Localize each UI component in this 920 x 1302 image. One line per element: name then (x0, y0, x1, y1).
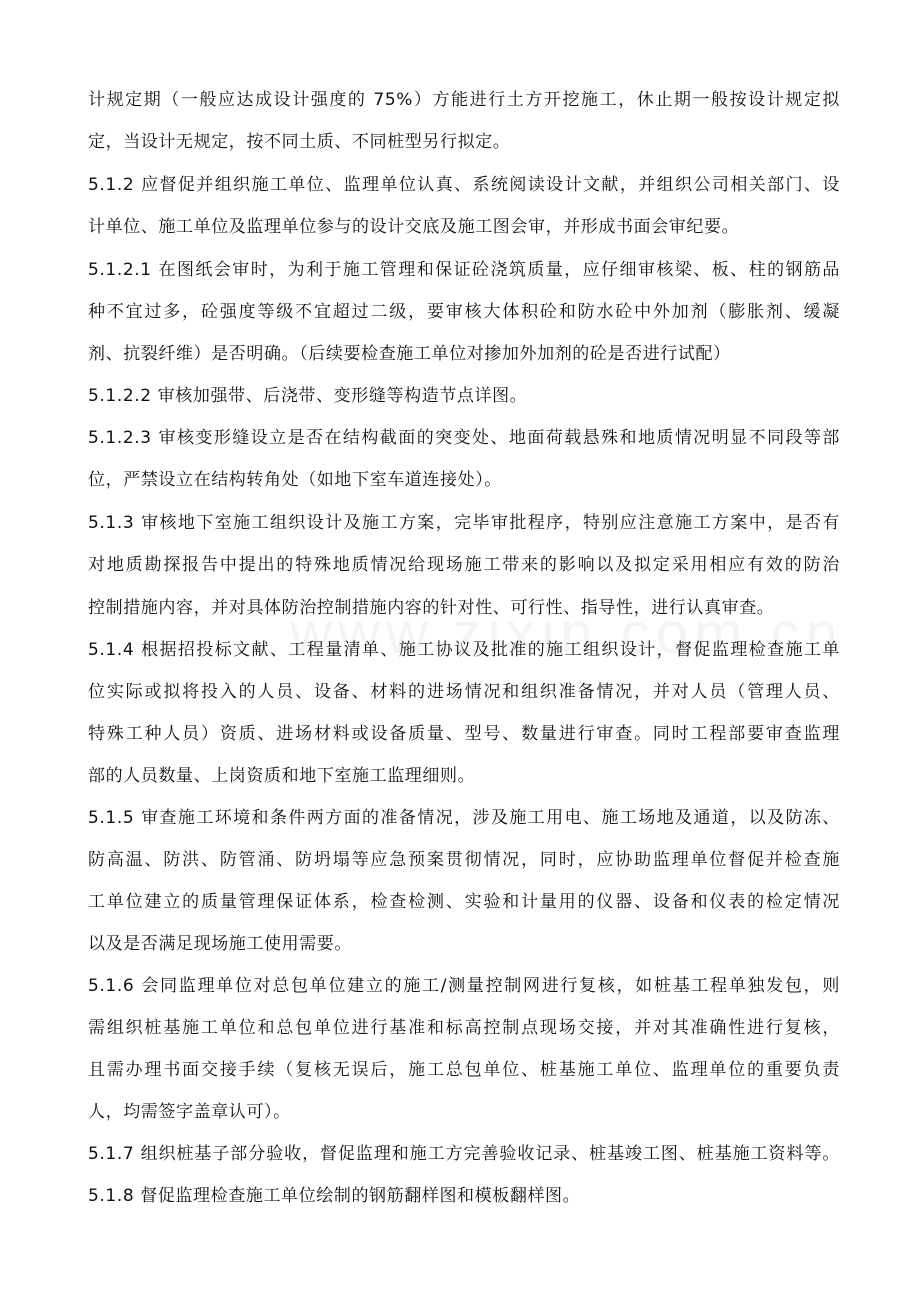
text-line: 人，均需签字盖章认可）。 (88, 1102, 291, 1122)
text-line: 5.1.2.3 审核变形缝设立是否在结构截面的突变处、地面荷载悬殊和地质情况明显不同段等部 (88, 428, 840, 448)
text-line: 部的人员数量、上岗资质和地下室施工监理细则。 (88, 766, 476, 786)
text-line: 5.1.7 组织桩基子部分验收，督促监理和施工方完善验收记录、桩基竣工图、桩基施工资料等。 (88, 1144, 840, 1164)
text-line: 且需办理书面交接手续（复核无误后，施工总包单位、桩基施工单位、监理单位的重要负责 (88, 1060, 840, 1080)
text-line: 防高温、防洪、防管涌、防坍塌等应急预案贯彻情况，同时，应协助监理单位督促并检查施 (88, 850, 840, 870)
text-line: 5.1.2.2 审核加强带、后浇带、变形缝等构造节点详图。 (88, 386, 528, 406)
text-line: 5.1.5 审查施工环境和条件两方面的准备情况，涉及施工用电、施工场地及通道，以及防冻、 (88, 808, 840, 828)
text-line: 5.1.2.1 在图纸会审时，为利于施工管理和保证砼浇筑质量，应仔细审核梁、板、柱的钢筋品 (88, 260, 840, 280)
text-line: 剂、抗裂纤维）是否明确。（后续要检查施工单位对掺加外加剂的砼是否进行试配） (88, 344, 731, 364)
text-line: 种不宜过多，砼强度等级不宜超过二级，要审核大体积砼和防水砼中外加剂（膨胀剂、缓凝 (88, 302, 840, 322)
text-line: 特殊工种人员）资质、进场材料或设备质量、型号、数量进行审查。同时工程部要审查监理 (88, 724, 840, 744)
text-line: 计单位、施工单位及监理单位参与的设计交底及施工图会审，并形成书面会审纪要。 (88, 217, 740, 237)
text-line: 位实际或拟将投入的人员、设备、材料的进场情况和组织准备情况，并对人员（管理人员、 (88, 682, 840, 702)
text-line: 对地质勘探报告中提出的特殊地质情况给现场施工带来的影响以及拟定采用相应有效的防治 (88, 555, 840, 575)
text-line: 5.1.2 应督促并组织施工单位、监理单位认真、系统阅读设计文献，并组织公司相关部门、设 (88, 175, 840, 195)
text-line: 以及是否满足现场施工使用需要。 (88, 934, 352, 954)
text-line: 5.1.4 根据招投标文献、工程量清单、施工协议及批准的施工组织设计，督促监理检查施工单 (88, 640, 840, 660)
text-line: 5.1.6 会同监理单位对总包单位建立的施工/测量控制网进行复核，如桩基工程单独发包，则 (88, 976, 840, 996)
text-line: 定，当设计无规定，按不同土质、不同桩型另行拟定。 (88, 132, 511, 152)
text-line: 5.1.3 审核地下室施工组织设计及施工方案，完毕审批程序，特别应注意施工方案中，是否有 (88, 513, 840, 533)
text-line: 需组织桩基施工单位和总包单位进行基准和标高控制点现场交接，并对其准确性进行复核， (88, 1018, 840, 1038)
text-line: 位，严禁设立在结构转角处（如地下室车道连接处）。 (88, 470, 502, 490)
text-line: 5.1.8 督促监理检查施工单位绘制的钢筋翻样图和模板翻样图。 (88, 1186, 581, 1206)
text-line: 计规定期（一般应达成设计强度的 75%）方能进行土方开挖施工，休止期一般按设计规定拟 (88, 90, 840, 110)
text-line: 工单位建立的质量管理保证体系，检查检测、实验和计量用的仪器、设备和仪表的检定情况 (88, 892, 840, 912)
text-line: 控制措施内容，并对具体防治控制措施内容的针对性、可行性、指导性，进行认真审查。 (88, 598, 775, 618)
